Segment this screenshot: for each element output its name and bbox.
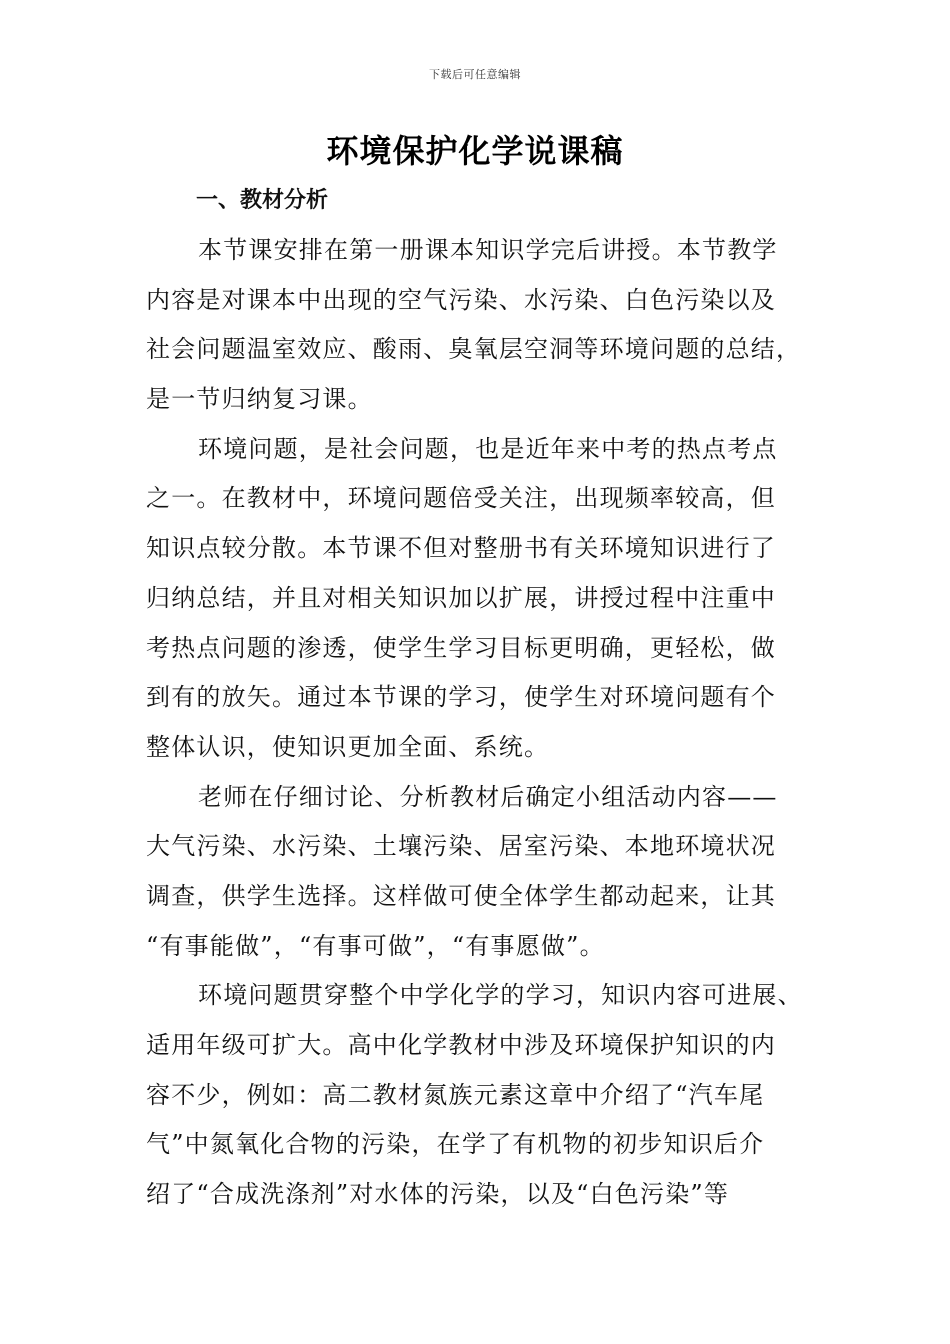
paragraph-line: 适用年级可扩大。高中化学教材中涉及环境保护知识的内	[146, 1031, 776, 1059]
section-heading: 一、教材分析	[196, 187, 329, 213]
paragraph-line: 之一。在教材中，环境问题倍受关注，出现频率较高，但	[146, 484, 776, 513]
paragraph-line: 绍了“合成洗涤剂”对水体的污染，以及“白色污染”等	[146, 1180, 730, 1209]
paragraph-1	[146, 230, 816, 429]
document-title: 环境保护化学说课稿	[326, 132, 624, 170]
paragraph-line: 社会问题温室效应、酸雨、臭氧层空洞等环境问题的总结，	[146, 335, 802, 364]
paragraph-line: 调查，供学生选择。这样做可使全体学生都动起来，让其	[146, 881, 776, 910]
paragraph-line: 环境问题贯穿整个中学化学的学习，知识内容可进展、	[198, 981, 803, 1010]
paragraph-2	[146, 429, 816, 777]
paragraph-line: 大气污染、水污染、土壤污染、居室污染、本地环境状况	[146, 832, 776, 861]
paragraph-line: 环境问题，是社会问题，也是近年来中考的热点考点	[198, 434, 778, 463]
paragraph-3	[146, 777, 816, 976]
document-body	[146, 230, 816, 1224]
paragraph-line: 本节课安排在第一册课本知识学完后讲授。本节教学	[198, 236, 778, 264]
paragraph-line: 整体认识，使知识更加全面、系统。	[146, 732, 550, 761]
paragraph-line: 容不少，例如：高二教材氮族元素这章中介绍了“汽车尾	[146, 1080, 765, 1109]
paragraph-line: 内容是对课本中出现的空气污染、水污染、白色污染以及	[146, 285, 776, 314]
paragraph-line: “有事能做”，“有事可做”，“有事愿做”。	[146, 931, 605, 960]
paragraph-line: 老师在仔细讨论、分析教材后确定小组活动内容——	[198, 782, 778, 811]
paragraph-4	[146, 975, 816, 1223]
paragraph-line: 知识点较分散。本节课不但对整册书有关环境知识进行了	[146, 534, 776, 563]
paragraph-line: 是一节归纳复习课。	[146, 385, 373, 414]
header-note: 下载后可任意编辑	[429, 68, 521, 81]
paragraph-line: 归纳总结，并且对相关知识加以扩展，讲授过程中注重中	[146, 583, 776, 612]
paragraph-line: 到有的放矢。通过本节课的学习，使学生对环境问题有个	[146, 683, 776, 712]
paragraph-line: 考热点问题的渗透，使学生学习目标更明确，更轻松，做	[146, 633, 776, 662]
paragraph-line: 气”中氮氧化合物的污染，在学了有机物的初步知识后介	[146, 1130, 765, 1159]
